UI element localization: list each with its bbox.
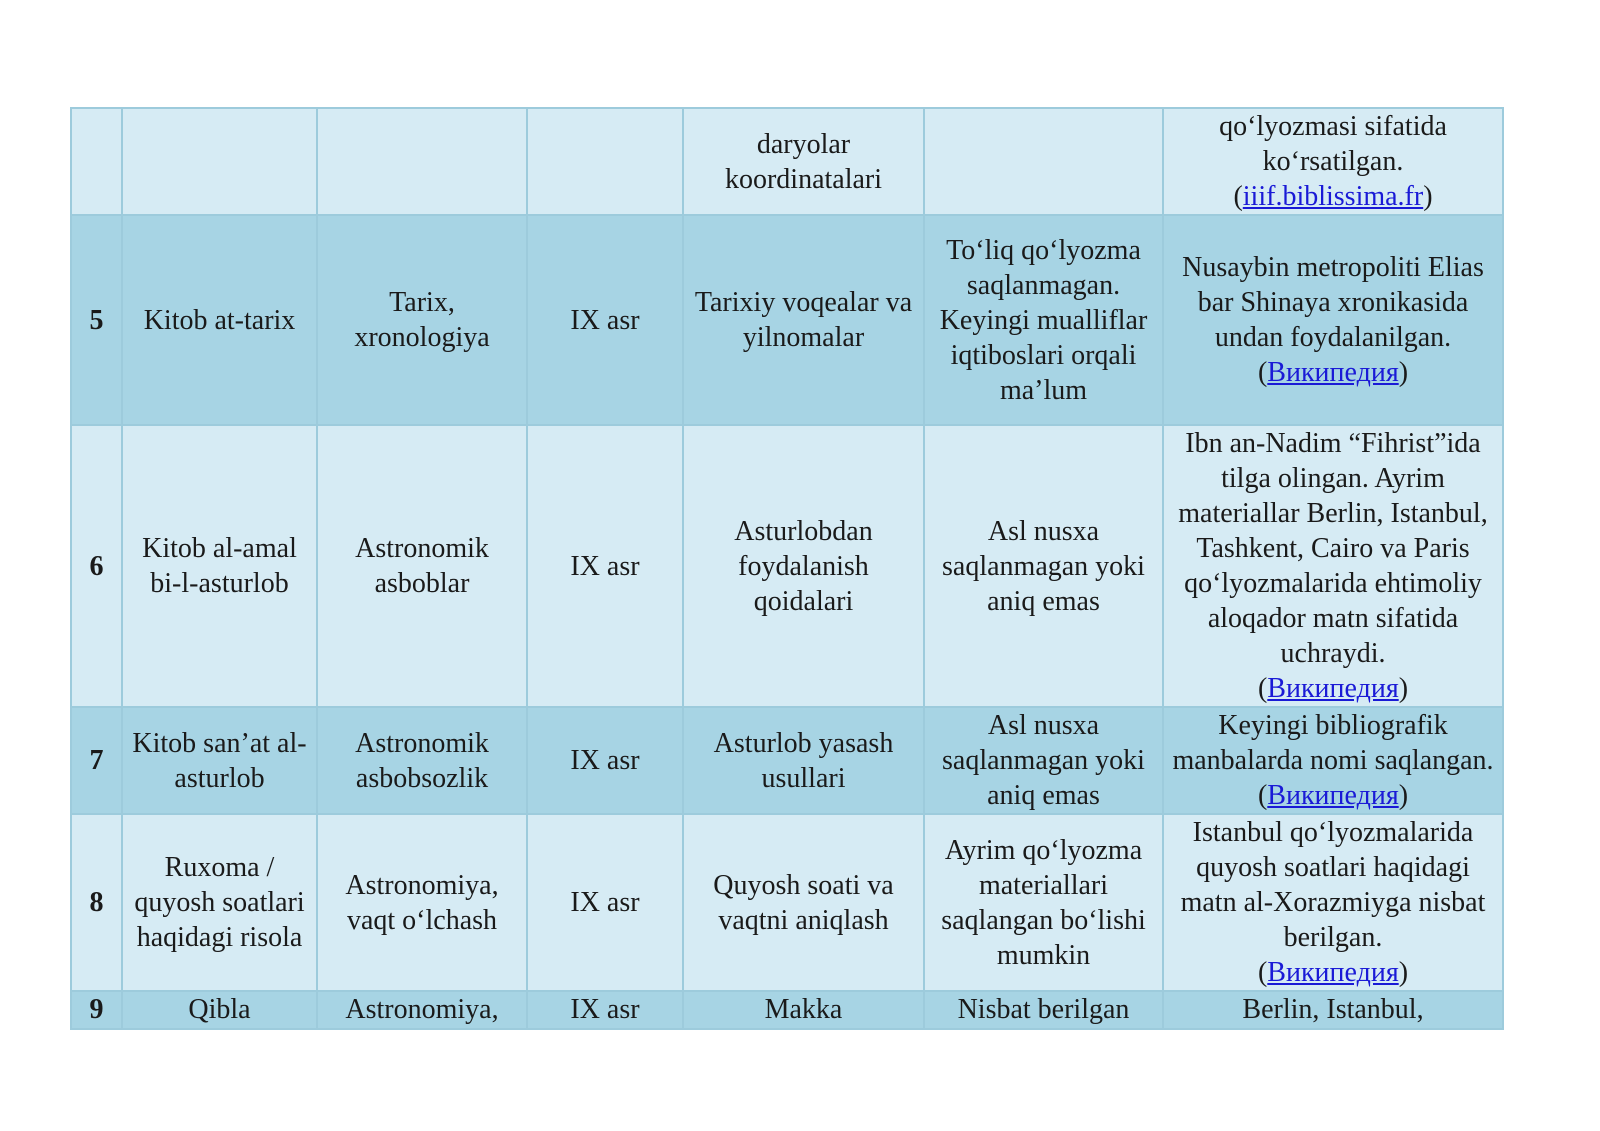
work-field [317, 108, 527, 215]
work-period: IX asr [527, 215, 683, 425]
row-number: 9 [71, 991, 122, 1029]
link-open-paren: ( [1257, 780, 1268, 811]
work-note: Keyingi bibliografik manbalarda nomi saqlangan. [1172, 710, 1494, 776]
works-table [70, 107, 1504, 1030]
row-number [71, 108, 122, 215]
work-note: Nusaybin metropoliti Elias bar Shinaya xronikasida undan foydalanilgan. [1182, 252, 1484, 353]
work-title [122, 108, 317, 215]
work-title: Qibla [122, 991, 317, 1029]
work-note-cell [1163, 108, 1503, 215]
work-content: Asturlob yasash usullari [683, 707, 924, 814]
link-close-paren: ) [1398, 957, 1409, 988]
work-note-cell [1163, 425, 1503, 707]
link-close-paren: ) [1398, 673, 1409, 704]
table-row [71, 707, 1503, 814]
work-note-cell [1163, 814, 1503, 991]
link-close-paren: ) [1423, 181, 1433, 212]
work-period [527, 108, 683, 215]
work-content: Tarixiy voqealar va yilnomalar [683, 215, 924, 425]
work-title: Ruxoma / quyosh soatlari haqidagi risola [122, 814, 317, 991]
source-link[interactable]: Википедия [1267, 957, 1399, 988]
link-close-paren: ) [1398, 357, 1409, 388]
work-status: To‘liq qo‘lyozma saqlanmagan. Keyingi mualliflar iqtiboslari orqali ma’lum [924, 215, 1163, 425]
work-period: IX asr [527, 991, 683, 1029]
row-number: 5 [71, 215, 122, 425]
work-note-cell [1163, 707, 1503, 814]
work-status: Asl nusxa saqlanmagan yoki aniq emas [924, 707, 1163, 814]
work-field: Tarix, xronologiya [317, 215, 527, 425]
work-content: Makka [683, 991, 924, 1029]
work-status [924, 108, 1163, 215]
link-open-paren: ( [1257, 957, 1268, 988]
link-close-paren: ) [1398, 780, 1409, 811]
work-note-cell [1163, 215, 1503, 425]
work-title: Kitob al-amal bi-l-asturlob [122, 425, 317, 707]
work-content: daryolar koordinatalari [683, 108, 924, 215]
table-row [71, 215, 1503, 425]
work-content: Asturlobdan foydalanish qoidalari [683, 425, 924, 707]
table-row [71, 108, 1503, 215]
work-field: Astronomiya, vaqt o‘lchash [317, 814, 527, 991]
work-title: Kitob at-tarix [122, 215, 317, 425]
work-field: Astronomik asbobsozlik [317, 707, 527, 814]
link-open-paren: ( [1257, 673, 1268, 704]
link-open-paren: ( [1233, 181, 1243, 212]
row-number: 6 [71, 425, 122, 707]
work-period: IX asr [527, 707, 683, 814]
work-period: IX asr [527, 425, 683, 707]
table-row [71, 425, 1503, 707]
work-title: Kitob san’at al-asturlob [122, 707, 317, 814]
work-status: Ayrim qo‘lyozma materiallari saqlangan bo‘lishi mumkin [924, 814, 1163, 991]
source-link[interactable]: Википедия [1267, 780, 1399, 811]
table-row [71, 991, 1503, 1029]
work-status: Nisbat berilgan [924, 991, 1163, 1029]
row-number: 8 [71, 814, 122, 991]
link-open-paren: ( [1257, 357, 1268, 388]
work-note: Berlin, Istanbul, [1242, 994, 1424, 1025]
work-note: Istanbul qo‘lyozmalarida quyosh soatlari haqidagi matn al-Xorazmiyga nisbat berilgan. [1180, 817, 1486, 953]
work-note-cell [1163, 991, 1503, 1029]
row-number: 7 [71, 707, 122, 814]
work-status: Asl nusxa saqlanmagan yoki aniq emas [924, 425, 1163, 707]
work-field: Astronomiya, [317, 991, 527, 1029]
work-note: qo‘lyozmasi sifatida ko‘rsatilgan. [1219, 111, 1447, 177]
work-note: Ibn an-Nadim “Fihrist”ida tilga olingan. Ayrim materiallar Berlin, Istanbul, Tashkent, Cairo va Paris qo‘lyozmalarida ehtimoliy aloqador matn sifatida uchraydi. [1178, 428, 1488, 669]
source-link[interactable]: Википедия [1267, 357, 1399, 388]
works-table-container [70, 107, 1502, 1030]
source-link[interactable]: Википедия [1267, 673, 1399, 704]
source-link[interactable]: iiif.biblissima.fr [1242, 181, 1424, 212]
work-period: IX asr [527, 814, 683, 991]
work-field: Astronomik asboblar [317, 425, 527, 707]
table-row [71, 814, 1503, 991]
work-content: Quyosh soati va vaqtni aniqlash [683, 814, 924, 991]
